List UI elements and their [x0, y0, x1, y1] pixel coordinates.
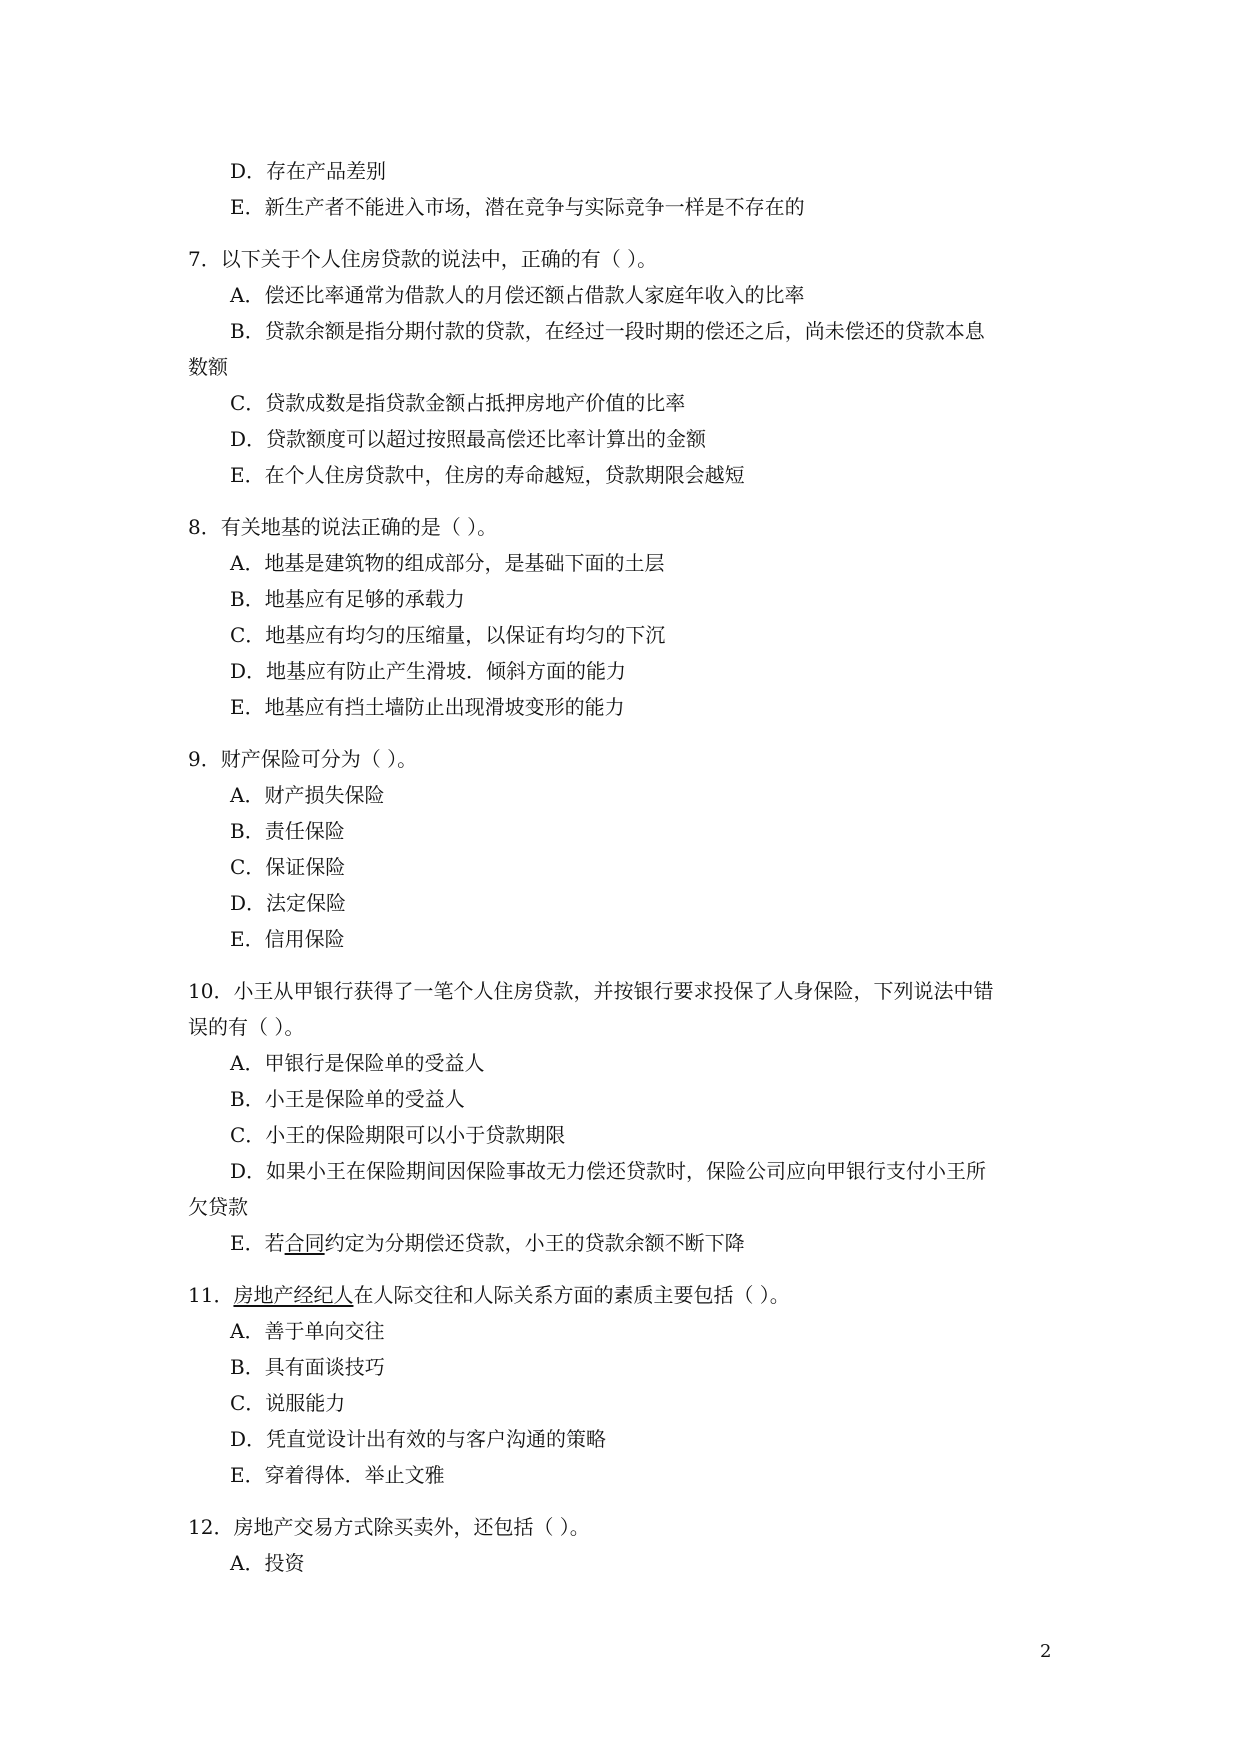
question-8: 8．有关地基的说法正确的是（ ）。: [188, 515, 498, 539]
q7-option-e: E．在个人住房贷款中，住房的寿命越短，贷款期限会越短: [230, 463, 745, 487]
q11-rest: 在人际交往和人际关系方面的素质主要包括（ ）。: [353, 1283, 790, 1307]
q8-option-c: C．地基应有均匀的压缩量，以保证有均匀的下沉: [230, 623, 666, 647]
question-10: 10．小王从甲银行获得了一笔个人住房贷款，并按银行要求投保了人身保险，下列说法中错: [188, 979, 994, 1003]
question-12: 12．房地产交易方式除买卖外，还包括（ ）。: [188, 1515, 590, 1539]
q10-option-b: B．小王是保险单的受益人: [230, 1087, 465, 1111]
q10-option-e: [188, 1225, 1060, 1261]
q10-option-a: A．甲银行是保险单的受益人: [230, 1051, 485, 1075]
q9-option-b: B．责任保险: [230, 819, 345, 843]
q7-option-b: B．贷款余额是指分期付款的贷款，在经过一段时期的偿还之后，尚未偿还的贷款本息: [230, 319, 985, 343]
question-11: [188, 1277, 1060, 1313]
q10-option-e-rest: 约定为分期偿还贷款，小王的贷款余额不断下降: [324, 1231, 745, 1255]
q7-option-a: A．偿还比率通常为借款人的月偿还额占借款人家庭年收入的比率: [230, 283, 805, 307]
q9-option-d: D．法定保险: [230, 891, 347, 915]
q7-option-d: D．贷款额度可以超过按照最高偿还比率计算出的金额: [230, 427, 707, 451]
contract-link[interactable]: 合同: [284, 1231, 325, 1255]
q9-option-c: C．保证保险: [230, 855, 346, 879]
q8-option-b: B．地基应有足够的承载力: [230, 587, 465, 611]
q6-option-e: E．新生产者不能进入市场，潜在竞争与实际竞争一样是不存在的: [230, 195, 805, 219]
q10-option-d: D．如果小王在保险期间因保险事故无力偿还贷款时，保险公司应向甲银行支付小王所: [230, 1159, 987, 1183]
q9-option-e: E．信用保险: [230, 927, 345, 951]
q7-option-c: C．贷款成数是指贷款金额占抵押房地产价值的比率: [230, 391, 686, 415]
q6-option-d: D．存在产品差别: [230, 159, 387, 183]
q8-option-a: A．地基是建筑物的组成部分，是基础下面的土层: [230, 551, 665, 575]
q11-option-a: A．善于单向交往: [230, 1319, 385, 1343]
real-estate-agent-link[interactable]: 房地产经纪人: [233, 1283, 354, 1307]
page-number: 2: [1040, 1641, 1052, 1662]
q8-option-e: E．地基应有挡土墙防止出现滑坡变形的能力: [230, 695, 625, 719]
q9-option-a: A．财产损失保险: [230, 783, 385, 807]
q11-number: 11．: [188, 1283, 234, 1307]
q11-option-b: B．具有面谈技巧: [230, 1355, 385, 1379]
question-7: 7．以下关于个人住房贷款的说法中，正确的有（ ）。: [188, 247, 658, 271]
question-9: 9．财产保险可分为（ ）。: [188, 747, 418, 771]
question-list: [188, 153, 1060, 1581]
question-10-continued: 误的有（ ）。: [188, 1015, 305, 1039]
q10-option-c: C．小王的保险期限可以小于贷款期限: [230, 1123, 566, 1147]
q11-option-e: E．穿着得体．举止文雅: [230, 1463, 445, 1487]
q12-option-a: A．投资: [230, 1551, 305, 1575]
q10-option-d-continued: 欠贷款: [188, 1195, 248, 1219]
q11-option-d: D．凭直觉设计出有效的与客户沟通的策略: [230, 1427, 607, 1451]
q10-option-e-prefix: E．若: [230, 1231, 285, 1255]
q11-option-c: C．说服能力: [230, 1391, 346, 1415]
q8-option-d: D．地基应有防止产生滑坡．倾斜方面的能力: [230, 659, 627, 683]
q7-option-b-continued: 数额: [188, 355, 228, 379]
